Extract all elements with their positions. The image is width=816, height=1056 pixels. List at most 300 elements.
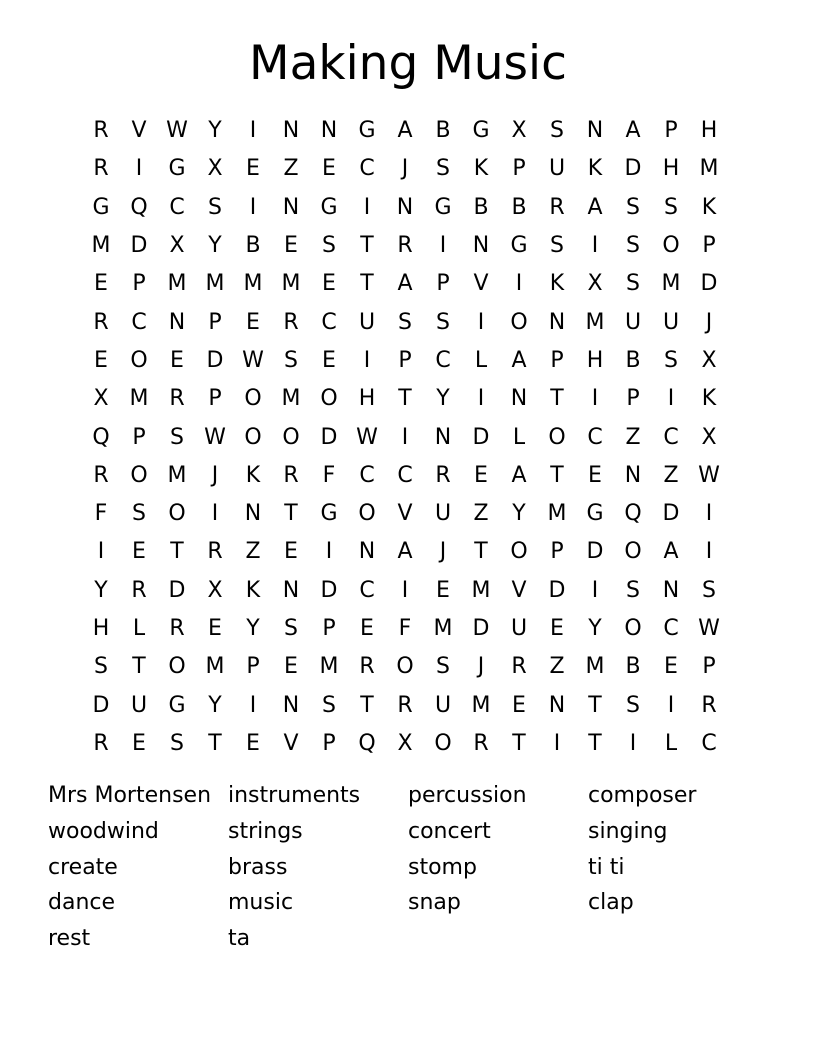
- grid-letter[interactable]: I: [135, 156, 143, 182]
- grid-letter[interactable]: V: [397, 501, 413, 527]
- grid-letter[interactable]: T: [550, 462, 564, 488]
- grid-letter[interactable]: R: [207, 539, 223, 565]
- grid-letter[interactable]: M: [243, 271, 263, 297]
- grid-letter[interactable]: A: [511, 347, 527, 373]
- grid-letter[interactable]: V: [511, 577, 527, 603]
- grid-letter[interactable]: G: [320, 194, 338, 220]
- grid-letter[interactable]: B: [511, 194, 527, 220]
- grid-letter[interactable]: D: [662, 501, 680, 527]
- grid-letter[interactable]: O: [168, 501, 186, 527]
- grid-letter[interactable]: S: [436, 156, 450, 182]
- grid-letter[interactable]: O: [320, 386, 338, 412]
- grid-letter[interactable]: U: [358, 309, 376, 335]
- grid-letter[interactable]: T: [360, 271, 374, 297]
- grid-letter[interactable]: F: [94, 501, 108, 527]
- grid-letter[interactable]: N: [282, 194, 300, 220]
- grid-letter[interactable]: C: [701, 730, 717, 756]
- grid-letter[interactable]: N: [662, 577, 680, 603]
- grid-letter[interactable]: D: [700, 271, 718, 297]
- grid-letter[interactable]: M: [205, 271, 225, 297]
- grid-letter[interactable]: G: [320, 501, 338, 527]
- grid-letter[interactable]: L: [474, 347, 488, 373]
- grid-letter[interactable]: E: [588, 462, 602, 488]
- grid-letter[interactable]: N: [624, 462, 642, 488]
- grid-row: [82, 648, 728, 686]
- grid-letter[interactable]: S: [94, 654, 108, 680]
- grid-letter[interactable]: M: [585, 309, 605, 335]
- grid-letter[interactable]: E: [550, 616, 564, 641]
- grid-letter[interactable]: C: [321, 309, 337, 335]
- grid-row: [82, 418, 728, 456]
- grid-letter[interactable]: R: [473, 730, 489, 756]
- grid-letter[interactable]: D: [548, 577, 566, 603]
- grid-letter[interactable]: Y: [246, 616, 260, 641]
- grid-row: [82, 495, 728, 533]
- grid-letter[interactable]: P: [550, 347, 564, 373]
- grid-letter[interactable]: F: [398, 616, 412, 641]
- grid-letter[interactable]: S: [626, 271, 640, 297]
- grid-letter[interactable]: P: [132, 271, 146, 297]
- grid-letter[interactable]: T: [360, 692, 374, 718]
- grid-letter[interactable]: I: [249, 118, 257, 144]
- grid-letter[interactable]: W: [356, 424, 378, 450]
- grid-letter[interactable]: I: [249, 692, 257, 718]
- grid-letter[interactable]: E: [132, 730, 146, 756]
- grid-letter[interactable]: M: [585, 654, 605, 680]
- grid-letter[interactable]: K: [473, 156, 489, 182]
- grid-letter[interactable]: M: [91, 233, 111, 259]
- grid-letter[interactable]: H: [358, 386, 376, 412]
- grid-letter[interactable]: R: [93, 462, 109, 488]
- grid-letter[interactable]: F: [322, 462, 336, 488]
- grid-letter[interactable]: M: [661, 271, 681, 297]
- grid-letter[interactable]: N: [244, 501, 262, 527]
- grid-letter[interactable]: O: [624, 539, 642, 565]
- grid-letter[interactable]: I: [477, 309, 485, 335]
- grid-letter[interactable]: W: [698, 462, 720, 488]
- grid-letter[interactable]: R: [511, 654, 527, 680]
- grid-letter[interactable]: A: [663, 539, 679, 565]
- grid-letter[interactable]: B: [625, 347, 641, 373]
- grid-letter[interactable]: U: [548, 156, 566, 182]
- word-bank: [48, 778, 788, 957]
- grid-letter[interactable]: P: [436, 271, 450, 297]
- grid-letter[interactable]: Y: [208, 233, 222, 259]
- grid-letter[interactable]: I: [629, 730, 637, 756]
- grid-letter[interactable]: R: [169, 386, 185, 412]
- grid-letter[interactable]: B: [245, 233, 261, 259]
- grid-letter[interactable]: R: [283, 309, 299, 335]
- grid-letter[interactable]: J: [439, 539, 447, 565]
- grid-letter[interactable]: I: [705, 501, 713, 527]
- word-search-grid: [82, 112, 728, 763]
- grid-letter[interactable]: I: [211, 501, 219, 527]
- grid-letter[interactable]: S: [322, 692, 336, 718]
- grid-letter[interactable]: Y: [94, 577, 108, 603]
- grid-letter[interactable]: P: [322, 730, 336, 756]
- grid-letter[interactable]: G: [434, 194, 452, 220]
- grid-letter[interactable]: E: [284, 539, 298, 565]
- grid-letter[interactable]: X: [169, 233, 185, 259]
- grid-letter[interactable]: S: [664, 194, 678, 220]
- grid-letter[interactable]: K: [701, 194, 717, 220]
- grid-letter[interactable]: I: [325, 539, 333, 565]
- grid-letter[interactable]: J: [211, 462, 219, 488]
- grid-letter[interactable]: R: [93, 730, 109, 756]
- grid-letter[interactable]: I: [553, 730, 561, 756]
- grid-letter[interactable]: A: [511, 462, 527, 488]
- grid-letter[interactable]: E: [208, 616, 222, 641]
- grid-letter[interactable]: O: [396, 654, 414, 680]
- grid-letter[interactable]: N: [548, 692, 566, 718]
- grid-letter[interactable]: P: [664, 118, 678, 144]
- grid-letter[interactable]: E: [474, 462, 488, 488]
- grid-letter[interactable]: I: [591, 233, 599, 259]
- grid-letter[interactable]: R: [131, 577, 147, 603]
- grid-letter[interactable]: I: [439, 233, 447, 259]
- grid-letter[interactable]: D: [168, 577, 186, 603]
- grid-letter[interactable]: S: [436, 654, 450, 680]
- grid-letter[interactable]: Q: [358, 730, 376, 756]
- grid-letter[interactable]: Q: [130, 194, 148, 220]
- grid-letter[interactable]: E: [132, 539, 146, 565]
- grid-letter[interactable]: E: [246, 309, 260, 335]
- grid-letter[interactable]: V: [131, 118, 147, 144]
- grid-letter[interactable]: T: [512, 730, 526, 756]
- grid-letter[interactable]: C: [397, 462, 413, 488]
- grid-letter[interactable]: D: [130, 233, 148, 259]
- grid-letter[interactable]: W: [698, 616, 720, 641]
- grid-letter[interactable]: X: [207, 577, 223, 603]
- grid-letter[interactable]: N: [510, 386, 528, 412]
- grid-letter[interactable]: N: [396, 194, 414, 220]
- grid-letter[interactable]: I: [249, 194, 257, 220]
- grid-letter[interactable]: E: [170, 347, 184, 373]
- grid-letter[interactable]: S: [170, 730, 184, 756]
- grid-letter[interactable]: O: [244, 424, 262, 450]
- grid-letter[interactable]: S: [132, 501, 146, 527]
- grid-letter[interactable]: X: [397, 730, 413, 756]
- grid-letter[interactable]: T: [588, 730, 602, 756]
- grid-letter[interactable]: P: [246, 654, 260, 680]
- grid-letter[interactable]: D: [472, 616, 490, 641]
- grid-letter[interactable]: R: [169, 616, 185, 641]
- grid-letter[interactable]: S: [284, 347, 298, 373]
- grid-letter[interactable]: I: [401, 577, 409, 603]
- grid-letter[interactable]: S: [550, 233, 564, 259]
- grid-letter[interactable]: T: [588, 692, 602, 718]
- grid-letter[interactable]: I: [515, 271, 523, 297]
- grid-row: [82, 342, 728, 380]
- grid-letter[interactable]: E: [94, 271, 108, 297]
- grid-letter[interactable]: C: [131, 309, 147, 335]
- grid-letter[interactable]: L: [132, 616, 146, 641]
- grid-letter[interactable]: A: [397, 539, 413, 565]
- grid-letter[interactable]: K: [245, 577, 261, 603]
- grid-letter[interactable]: S: [626, 233, 640, 259]
- grid-letter[interactable]: M: [281, 386, 301, 412]
- grid-letter[interactable]: J: [705, 309, 713, 335]
- grid-letter[interactable]: D: [92, 692, 110, 718]
- grid-letter[interactable]: E: [284, 233, 298, 259]
- grid-letter[interactable]: D: [624, 156, 642, 182]
- grid-letter[interactable]: P: [398, 347, 412, 373]
- grid-letter[interactable]: Q: [92, 424, 110, 450]
- grid-letter[interactable]: N: [282, 577, 300, 603]
- grid-letter[interactable]: A: [397, 271, 413, 297]
- grid-letter[interactable]: R: [397, 233, 413, 259]
- grid-letter[interactable]: U: [434, 692, 452, 718]
- grid-letter[interactable]: G: [92, 194, 110, 220]
- grid-letter[interactable]: G: [586, 501, 604, 527]
- grid-letter[interactable]: E: [246, 730, 260, 756]
- grid-letter[interactable]: O: [130, 347, 148, 373]
- grid-letter[interactable]: B: [625, 654, 641, 680]
- grid-letter[interactable]: C: [663, 424, 679, 450]
- grid-letter[interactable]: O: [624, 616, 642, 641]
- grid-letter[interactable]: G: [358, 118, 376, 144]
- grid-letter[interactable]: M: [471, 577, 491, 603]
- grid-letter[interactable]: U: [434, 501, 452, 527]
- grid-letter[interactable]: K: [587, 156, 603, 182]
- grid-letter[interactable]: Z: [625, 424, 641, 450]
- grid-letter[interactable]: T: [474, 539, 488, 565]
- grid-letter[interactable]: E: [512, 692, 526, 718]
- grid-letter[interactable]: C: [663, 616, 679, 641]
- grid-letter[interactable]: R: [93, 118, 109, 144]
- grid-letter[interactable]: I: [591, 577, 599, 603]
- grid-letter[interactable]: S: [284, 616, 298, 641]
- grid-letter[interactable]: K: [245, 462, 261, 488]
- grid-letter[interactable]: T: [360, 233, 374, 259]
- grid-letter[interactable]: S: [322, 233, 336, 259]
- grid-letter[interactable]: S: [170, 424, 184, 450]
- grid-letter[interactable]: T: [170, 539, 184, 565]
- grid-letter[interactable]: I: [363, 347, 371, 373]
- grid-letter[interactable]: M: [433, 616, 453, 641]
- grid-letter[interactable]: C: [169, 194, 185, 220]
- grid-letter[interactable]: X: [701, 347, 717, 373]
- grid-letter[interactable]: Z: [473, 501, 489, 527]
- grid-letter[interactable]: H: [662, 156, 680, 182]
- grid-letter[interactable]: G: [168, 156, 186, 182]
- grid-letter[interactable]: N: [434, 424, 452, 450]
- grid-letter[interactable]: Z: [549, 654, 565, 680]
- grid-letter[interactable]: A: [625, 118, 641, 144]
- grid-letter[interactable]: E: [94, 347, 108, 373]
- grid-letter[interactable]: R: [701, 692, 717, 718]
- grid-letter[interactable]: S: [626, 692, 640, 718]
- grid-letter[interactable]: E: [436, 577, 450, 603]
- grid-letter[interactable]: M: [471, 692, 491, 718]
- grid-letter[interactable]: P: [322, 616, 336, 641]
- grid-letter[interactable]: P: [550, 539, 564, 565]
- grid-letter[interactable]: E: [360, 616, 374, 641]
- grid-letter[interactable]: G: [168, 692, 186, 718]
- grid-letter[interactable]: T: [132, 654, 146, 680]
- grid-letter[interactable]: W: [242, 347, 264, 373]
- grid-letter[interactable]: X: [701, 424, 717, 450]
- grid-letter[interactable]: E: [284, 654, 298, 680]
- grid-letter[interactable]: C: [587, 424, 603, 450]
- grid-letter[interactable]: N: [320, 118, 338, 144]
- grid-letter[interactable]: P: [132, 424, 146, 450]
- grid-letter[interactable]: I: [477, 386, 485, 412]
- grid-letter[interactable]: P: [702, 654, 716, 680]
- word-bank-item: instruments: [228, 783, 361, 808]
- grid-letter[interactable]: P: [702, 233, 716, 259]
- grid-letter[interactable]: D: [586, 539, 604, 565]
- grid-letter[interactable]: M: [167, 462, 187, 488]
- grid-letter[interactable]: O: [358, 501, 376, 527]
- grid-letter[interactable]: O: [282, 424, 300, 450]
- grid-letter[interactable]: R: [93, 309, 109, 335]
- grid-letter[interactable]: H: [586, 347, 604, 373]
- grid-letter[interactable]: N: [282, 118, 300, 144]
- grid-letter[interactable]: A: [397, 118, 413, 144]
- grid-letter[interactable]: G: [510, 233, 528, 259]
- grid-letter[interactable]: X: [587, 271, 603, 297]
- grid-letter[interactable]: Z: [663, 462, 679, 488]
- grid-row: [82, 457, 728, 495]
- grid-letter[interactable]: S: [664, 347, 678, 373]
- grid-letter[interactable]: U: [624, 309, 642, 335]
- grid-letter[interactable]: D: [320, 424, 338, 450]
- grid-letter[interactable]: E: [322, 347, 336, 373]
- grid-letter[interactable]: O: [662, 233, 680, 259]
- grid-letter[interactable]: P: [208, 386, 222, 412]
- grid-letter[interactable]: Y: [436, 386, 450, 412]
- grid-letter[interactable]: R: [93, 156, 109, 182]
- grid-letter[interactable]: M: [167, 271, 187, 297]
- word-bank-item: create: [48, 854, 118, 880]
- grid-letter[interactable]: I: [591, 386, 599, 412]
- grid-letter[interactable]: S: [626, 194, 640, 220]
- grid-letter[interactable]: P: [512, 156, 526, 182]
- grid-letter[interactable]: O: [510, 309, 528, 335]
- grid-letter[interactable]: O: [548, 424, 566, 450]
- grid-letter[interactable]: W: [166, 118, 188, 144]
- grid-letter[interactable]: E: [322, 271, 336, 297]
- grid-letter[interactable]: S: [702, 577, 716, 603]
- grid-letter[interactable]: X: [93, 386, 109, 412]
- grid-letter[interactable]: I: [97, 539, 105, 565]
- grid-letter[interactable]: Y: [512, 501, 526, 527]
- grid-letter[interactable]: D: [472, 424, 490, 450]
- grid-letter[interactable]: I: [401, 424, 409, 450]
- grid-letter[interactable]: A: [587, 194, 603, 220]
- grid-letter[interactable]: N: [358, 539, 376, 565]
- grid-letter[interactable]: E: [664, 654, 678, 680]
- grid-letter[interactable]: C: [359, 577, 375, 603]
- grid-letter[interactable]: Q: [624, 501, 642, 527]
- grid-letter[interactable]: I: [667, 386, 675, 412]
- grid-letter[interactable]: V: [473, 271, 489, 297]
- grid-letter[interactable]: S: [550, 118, 564, 144]
- grid-letter[interactable]: C: [359, 156, 375, 182]
- grid-letter[interactable]: G: [472, 118, 490, 144]
- grid-letter[interactable]: W: [204, 424, 226, 450]
- grid-letter[interactable]: E: [246, 156, 260, 182]
- grid-letter[interactable]: X: [207, 156, 223, 182]
- grid-letter[interactable]: H: [92, 616, 110, 641]
- grid-letter[interactable]: M: [547, 501, 567, 527]
- grid-letter[interactable]: R: [435, 462, 451, 488]
- grid-letter[interactable]: R: [283, 462, 299, 488]
- grid-letter[interactable]: O: [168, 654, 186, 680]
- grid-letter[interactable]: O: [130, 462, 148, 488]
- grid-letter[interactable]: S: [626, 577, 640, 603]
- grid-letter[interactable]: N: [586, 118, 604, 144]
- grid-letter[interactable]: R: [397, 692, 413, 718]
- grid-letter[interactable]: J: [401, 156, 409, 182]
- grid-letter[interactable]: N: [282, 692, 300, 718]
- grid-letter[interactable]: E: [322, 156, 336, 182]
- grid-letter[interactable]: B: [435, 118, 451, 144]
- grid-letter[interactable]: C: [435, 347, 451, 373]
- grid-letter[interactable]: L: [664, 730, 678, 756]
- grid-letter[interactable]: R: [549, 194, 565, 220]
- grid-letter[interactable]: Z: [245, 539, 261, 565]
- grid-letter[interactable]: O: [244, 386, 262, 412]
- grid-letter[interactable]: R: [359, 654, 375, 680]
- grid-letter[interactable]: M: [205, 654, 225, 680]
- grid-letter[interactable]: Y: [208, 118, 222, 144]
- grid-letter[interactable]: S: [208, 194, 222, 220]
- grid-letter[interactable]: Y: [208, 692, 222, 718]
- grid-letter[interactable]: K: [701, 386, 717, 412]
- grid-letter[interactable]: D: [206, 347, 224, 373]
- grid-letter[interactable]: X: [511, 118, 527, 144]
- grid-letter[interactable]: N: [548, 309, 566, 335]
- grid-letter[interactable]: M: [319, 654, 339, 680]
- grid-letter[interactable]: T: [284, 501, 298, 527]
- grid-letter[interactable]: T: [208, 730, 222, 756]
- grid-letter[interactable]: N: [472, 233, 490, 259]
- grid-letter[interactable]: H: [700, 118, 718, 144]
- grid-letter[interactable]: U: [130, 692, 148, 718]
- grid-letter[interactable]: U: [662, 309, 680, 335]
- grid-letter[interactable]: N: [168, 309, 186, 335]
- grid-letter[interactable]: S: [436, 309, 450, 335]
- grid-letter[interactable]: L: [512, 424, 526, 450]
- grid-letter[interactable]: I: [363, 194, 371, 220]
- grid-letter[interactable]: V: [283, 730, 299, 756]
- grid-letter[interactable]: Z: [283, 156, 299, 182]
- grid-letter[interactable]: K: [549, 271, 565, 297]
- grid-letter[interactable]: I: [667, 692, 675, 718]
- word-bank-item: rest: [48, 926, 91, 952]
- grid-letter[interactable]: T: [550, 386, 564, 412]
- grid-letter[interactable]: M: [699, 156, 719, 182]
- grid-letter[interactable]: B: [473, 194, 489, 220]
- grid-letter[interactable]: M: [281, 271, 301, 297]
- grid-letter[interactable]: I: [705, 539, 713, 565]
- grid-letter[interactable]: T: [398, 386, 412, 412]
- grid-letter[interactable]: Y: [588, 616, 602, 641]
- grid-letter[interactable]: C: [359, 462, 375, 488]
- grid-letter[interactable]: U: [510, 616, 528, 641]
- word-bank-item: ta: [228, 926, 251, 952]
- grid-letter[interactable]: D: [320, 577, 338, 603]
- grid-letter[interactable]: O: [434, 730, 452, 756]
- grid-letter[interactable]: J: [477, 654, 485, 680]
- grid-letter[interactable]: S: [398, 309, 412, 335]
- grid-letter[interactable]: P: [208, 309, 222, 335]
- grid-letter[interactable]: M: [129, 386, 149, 412]
- grid-letter[interactable]: P: [626, 386, 640, 412]
- grid-letter[interactable]: O: [510, 539, 528, 565]
